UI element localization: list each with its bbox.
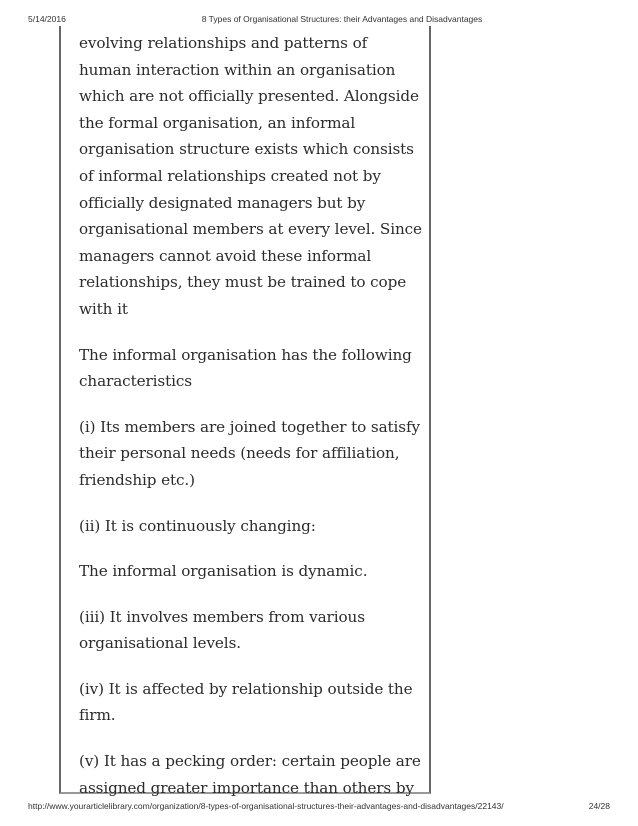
page-number: 24/28 [588,801,610,811]
paragraph-characteristic-5: (v) It has a pecking order: certain people are assigned greater importance than others by [79,752,421,797]
paragraph-characteristic-4: (iv) It is affected by relationship outside the firm. [79,679,413,725]
footer-url: http://www.yourarticlelibrary.com/organization/8-types-of-organisational-structures-their-advantages-and-disadvantages/22143/ [28,801,504,811]
paragraph-characteristic-2: (ii) It is continuously changing: [79,516,316,535]
paragraph-characteristics-heading: The informal organisation has the following characteristics [79,345,412,391]
paragraph-dynamic: The informal organisation is dynamic. [79,562,368,581]
paragraph-characteristic-1: (i) Its members are joined together to satisfy their personal needs (needs for affiliation, friendship etc.) [79,417,420,489]
paragraph-informal-intro: evolving relationships and patterns of human interaction within an organisation which are not officially presented. Alongside the formal organisation, an informal organisation structure exists which consists of informal relationships created not by officially designated managers but by organisational members at every level. Since managers cannot avoid these informal relationships, they must be trained to cope with it [79,34,422,318]
header-title: 8 Types of Organisational Structures: their Advantages and Disadvantages [201,14,483,24]
paragraph-characteristic-3: (iii) It involves members from various organisational levels. [79,607,365,653]
article-body [79,30,424,820]
header-date: 5/14/2016 [28,14,66,24]
